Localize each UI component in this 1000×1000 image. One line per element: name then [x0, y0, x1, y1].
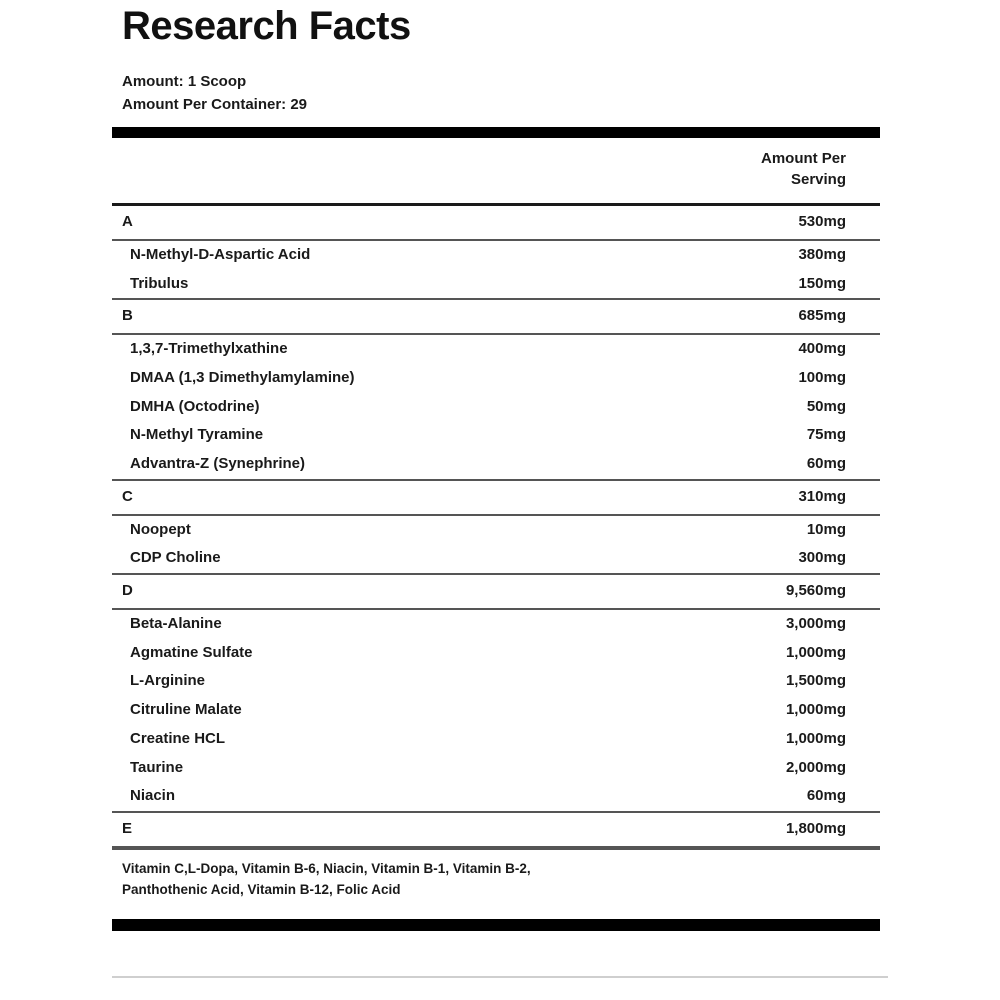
nutrient-name: CDP Choline: [130, 549, 221, 567]
nutrient-item-row: [112, 241, 880, 270]
nutrient-item-row: [112, 335, 880, 364]
footnote-line-2: Panthothenic Acid, Vitamin B-12, Folic Acid: [122, 882, 401, 898]
nutrient-item-row: [112, 782, 880, 811]
nutrient-name: D: [122, 582, 133, 599]
nutrient-name: Niacin: [130, 787, 176, 805]
nutrient-amount: 530mg: [798, 213, 846, 230]
nutrient-item-row: [112, 725, 880, 754]
nutrient-item-row: [112, 421, 880, 450]
serving-info: [122, 70, 880, 117]
nutrient-group-row: [112, 575, 880, 608]
nutrient-amount: 400mg: [798, 340, 846, 357]
ingredient-footnote: [112, 850, 880, 905]
nutrient-amount: 10mg: [806, 520, 846, 538]
nutrient-name: Agmatine Sulfate: [130, 643, 253, 661]
nutrient-name: Tribulus: [130, 274, 189, 292]
nutrient-name: A: [122, 213, 133, 230]
nutrient-name: Noopept: [130, 520, 191, 538]
nutrient-name: N-Methyl-D-Aspartic Acid: [130, 245, 311, 263]
nutrient-item-row: [112, 639, 880, 668]
amount-header-line1: Amount Per: [760, 149, 846, 167]
nutrient-group-row: [112, 206, 880, 239]
nutrient-rows: [112, 206, 880, 848]
nutrient-name: C: [122, 487, 133, 505]
nutrient-name: B: [122, 307, 133, 325]
nutrient-item-row: [112, 667, 880, 696]
nutrient-amount: 1,500mg: [785, 672, 846, 690]
divider-thick-top: [112, 127, 880, 138]
nutrient-amount: 150mg: [798, 274, 846, 292]
nutrient-name: Citruline Malate: [130, 701, 242, 718]
nutrient-amount: 60mg: [806, 455, 846, 472]
nutrient-amount: 60mg: [806, 787, 846, 805]
label-body: [112, 0, 880, 931]
nutrient-amount: 9,560mg: [785, 582, 846, 599]
nutrient-name: Taurine: [130, 758, 184, 776]
nutrient-group-row: [112, 481, 880, 514]
nutrient-amount: 685mg: [798, 307, 846, 325]
nutrient-name: E: [122, 820, 133, 837]
divider-thick-bottom: [112, 919, 880, 931]
footnote-line-1: Vitamin C,L-Dopa, Vitamin B-6, Niacin, Vitamin B-1, Vitamin B-2,: [122, 860, 531, 876]
nutrient-name: Advantra-Z (Synephrine): [130, 455, 306, 472]
footer-strip: [112, 976, 888, 994]
page-title: Research Facts: [122, 4, 411, 48]
nutrient-item-row: [112, 754, 880, 783]
nutrient-amount: 3,000mg: [785, 614, 846, 632]
nutrient-amount: 2,000mg: [785, 758, 846, 776]
nutrient-group-row: [112, 300, 880, 333]
nutrient-name: 1,3,7-Trimethylxathine: [130, 340, 288, 357]
nutrient-amount: 380mg: [798, 245, 846, 263]
nutrient-amount: 1,000mg: [785, 701, 846, 718]
nutrient-item-row: [112, 610, 880, 639]
servings-per-container: Amount Per Container: 29: [122, 96, 308, 114]
nutrient-amount: 310mg: [798, 487, 846, 505]
nutrient-amount: 1,800mg: [785, 820, 846, 837]
nutrient-amount: 1,000mg: [785, 729, 846, 747]
nutrient-amount: 1,000mg: [785, 643, 846, 661]
serving-amount: Amount: 1 Scoop: [122, 73, 247, 90]
amount-per-serving-header: [112, 138, 880, 204]
nutrient-amount: 100mg: [798, 368, 846, 386]
nutrient-name: L-Arginine: [130, 672, 205, 690]
nutrient-amount: 75mg: [806, 426, 846, 444]
nutrient-amount: 50mg: [806, 397, 846, 415]
nutrient-item-row: [112, 364, 880, 393]
nutrient-item-row: [112, 696, 880, 725]
nutrient-item-row: [112, 393, 880, 422]
nutrient-name: Creatine HCL: [130, 729, 226, 747]
nutrient-name: N-Methyl Tyramine: [130, 426, 264, 444]
nutrient-amount: 300mg: [798, 549, 846, 567]
amount-header-line2: Serving: [790, 171, 846, 189]
nutrient-item-row: [112, 450, 880, 479]
nutrient-item-row: [112, 516, 880, 545]
nutrient-item-row: [112, 544, 880, 573]
nutrient-name: Beta-Alanine: [130, 614, 222, 632]
nutrient-item-row: [112, 270, 880, 299]
nutrient-group-row: [112, 813, 880, 846]
nutrient-name: DMHA (Octodrine): [130, 397, 260, 415]
nutrient-name: DMAA (1,3 Dimethylamylamine): [130, 368, 355, 386]
